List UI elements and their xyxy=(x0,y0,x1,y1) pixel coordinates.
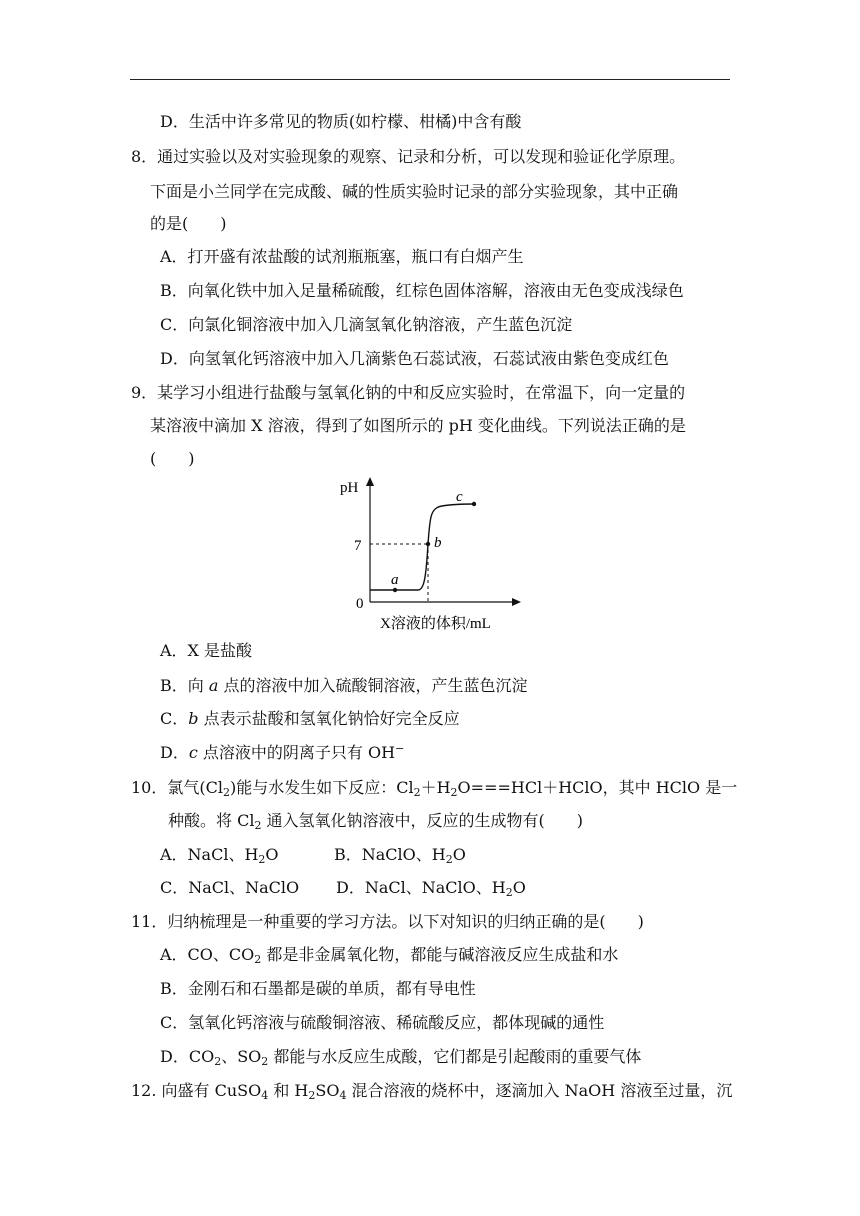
q8-stem-line-2: 下面是小兰同学在完成酸、碱的性质实验时记录的部分实验现象，其中正确 xyxy=(150,182,679,201)
x-axis-label: X溶液的体积/mL xyxy=(380,616,491,632)
x-axis-arrow xyxy=(512,598,521,606)
y-axis-label: pH xyxy=(340,480,359,496)
point-a xyxy=(393,588,397,592)
q10-option-a: A．NaCl、$H_2O$ xyxy=(160,845,279,866)
point-c-label: c xyxy=(456,489,463,505)
q9-option-d: D．c 点溶液中的阴离子只有 OH− xyxy=(160,742,405,762)
q8-stem-line-1: 8．通过实验以及对实验现象的观察、记录和分析，可以发现和验证化学原理。 xyxy=(131,147,686,166)
y-tick-0: 0 xyxy=(356,596,364,612)
y-axis-arrow xyxy=(366,477,374,486)
q10-option-d: D．NaCl、NaClO、$H_2O$ xyxy=(336,878,526,899)
ph-curve xyxy=(370,504,474,590)
q9-option-b: B．向 a 点的溶液中加入硫酸铜溶液，产生蓝色沉淀 xyxy=(160,676,528,695)
q10-stem-line-1: 10．氯气$(Cl_2)$能与水发生如下反应：$Cl_2+H_2O===HCl+HClO$，其中 HClO 是一 xyxy=(131,778,738,799)
point-c xyxy=(472,502,476,506)
header-rule xyxy=(130,79,730,80)
ph-curve-chart xyxy=(330,468,530,636)
point-b xyxy=(426,542,430,546)
q8-stem-line-3: 的是( ) xyxy=(150,214,227,233)
q11-stem: 11．归纳梳理是一种重要的学习方法。以下对知识的归纳正确的是( ) xyxy=(131,912,644,931)
q8-option-c: C．向氯化铜溶液中加入几滴氢氧化钠溶液，产生蓝色沉淀 xyxy=(160,315,573,334)
q8-option-d: D．向氢氧化钙溶液中加入几滴紫色石蕊试液，石蕊试液由紫色变成红色 xyxy=(160,349,669,368)
q9-option-c: C．b 点表示盐酸和氢氧化钠恰好完全反应 xyxy=(160,709,460,728)
point-b-label: b xyxy=(434,535,442,551)
q9-option-a: A．X 是盐酸 xyxy=(160,641,253,660)
point-a-label: a xyxy=(391,572,399,588)
q9-stem-line-1: 9．某学习小组进行盐酸与氢氧化钠的中和反应实验时，在常温下，向一定量的 xyxy=(131,383,686,402)
q9-stem-line-3: ( ) xyxy=(150,449,195,468)
q11-option-c: C．氢氧化钙溶液与硫酸铜溶液、稀硫酸反应，都体现碱的通性 xyxy=(160,1013,605,1032)
q7-option-d: D．生活中许多常见的物质(如柠檬、柑橘)中含有酸 xyxy=(160,112,522,131)
q10-option-c: C．NaCl、NaClO xyxy=(160,878,300,897)
q12-stem-line-1: 12. 向盛有 CuSO$_4$ 和 $H_2SO_4$ 混合溶液的烧杯中，逐滴加入 NaOH 溶液至过量，沉 xyxy=(131,1081,733,1102)
q11-option-b: B．金刚石和石墨都是碳的单质，都有导电性 xyxy=(160,979,476,998)
q9-stem-line-2: 某溶液中滴加 X 溶液，得到了如图所示的 pH 变化曲线。下列说法正确的是 xyxy=(150,416,686,435)
q8-option-a: A．打开盛有浓盐酸的试剂瓶瓶塞，瓶口有白烟产生 xyxy=(160,247,524,266)
q11-option-a: A．CO、$CO_2$ 都是非金属氧化物，都能与碱溶液反应生成盐和水 xyxy=(160,945,619,966)
q10-stem-line-2: 种酸。将 $Cl_2$ 通入氢氧化钠溶液中，反应的生成物有( ) xyxy=(168,811,584,832)
q8-option-b: B．向氧化铁中加入足量稀硫酸，红棕色固体溶解，溶液由无色变成浅绿色 xyxy=(160,281,684,300)
q10-option-b: B．NaClO、$H_2O$ xyxy=(334,845,466,866)
q11-option-d: D．$CO_2$、$SO_2$ 都能与水反应生成酸，它们都是引起酸雨的重要气体 xyxy=(160,1047,642,1068)
y-tick-7: 7 xyxy=(354,538,362,554)
